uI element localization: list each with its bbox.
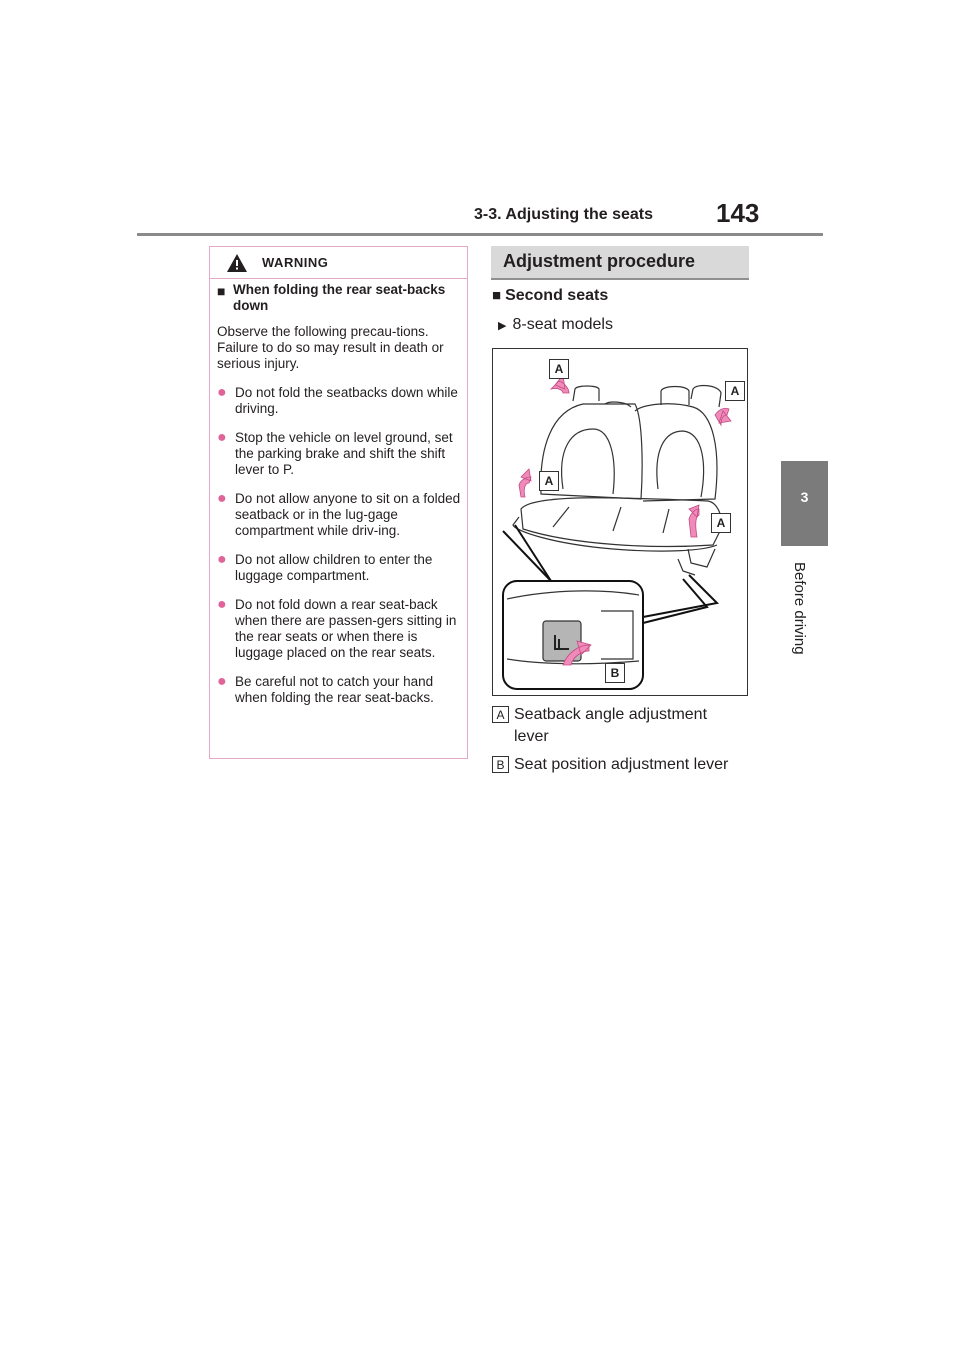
chapter-tab bbox=[781, 461, 828, 546]
warning-item bbox=[217, 430, 465, 478]
bullet-dot-icon: ● bbox=[217, 384, 227, 401]
warning-item bbox=[217, 552, 465, 584]
subheading bbox=[492, 287, 608, 305]
legend-badge: B bbox=[492, 756, 509, 773]
warning-heading-text: When folding the rear seat-backs down bbox=[233, 282, 446, 313]
model-line bbox=[498, 316, 613, 334]
section-title: Adjustment procedure bbox=[503, 251, 696, 271]
warning-item bbox=[217, 491, 465, 539]
warning-item-text: Stop the vehicle on level ground, set the parking brake and shift the shift lever to P. bbox=[235, 430, 453, 477]
arrow-icon bbox=[689, 505, 699, 537]
warning-item-text: Be careful not to catch your hand when folding the rear seat-backs. bbox=[235, 674, 434, 705]
callout-b: B bbox=[605, 663, 625, 683]
warning-box bbox=[209, 246, 468, 759]
bullet-dot-icon: ● bbox=[217, 551, 227, 568]
bullet-dot-icon: ● bbox=[217, 596, 227, 613]
callout-a: A bbox=[711, 513, 731, 533]
square-bullet-icon: ■ bbox=[217, 283, 226, 299]
warning-title: WARNING bbox=[262, 255, 329, 270]
bullet-dot-icon: ● bbox=[217, 490, 227, 507]
legend-text: Seatback angle adjustment lever bbox=[514, 706, 708, 745]
bullet-dot-icon: ● bbox=[217, 673, 227, 690]
rear-seat-illustration bbox=[493, 349, 748, 696]
header-rule bbox=[137, 233, 823, 236]
arrow-icon bbox=[715, 408, 731, 425]
page-header-title: 3-3. Adjusting the seats bbox=[474, 206, 653, 223]
warning-item-text: Do not allow anyone to sit on a folded seatback or in the lug-gage compartment while driv-ing. bbox=[235, 491, 461, 538]
subheading-text: Second seats bbox=[505, 287, 609, 304]
chapter-label: Before driving bbox=[791, 562, 808, 655]
callout-a: A bbox=[539, 471, 559, 491]
seat-figure bbox=[492, 348, 748, 696]
warning-item bbox=[217, 674, 465, 706]
warning-item-text: Do not fold the seatbacks down while driving. bbox=[235, 385, 458, 416]
warning-item bbox=[217, 385, 465, 417]
warning-body bbox=[217, 282, 465, 706]
callout-a: A bbox=[725, 381, 745, 401]
bullet-dot-icon: ● bbox=[217, 429, 227, 446]
warning-intro: Observe the following precau-tions. Failure to do so may result in death or serious injury. bbox=[217, 324, 444, 371]
page-number: 143 bbox=[716, 198, 760, 228]
legend-badge: A bbox=[492, 706, 509, 723]
warning-item-text: Do not fold down a rear seat-back when there are passen-gers sitting in the rear seats or when there is luggage placed on the rear seats. bbox=[235, 597, 457, 660]
warning-triangle-icon bbox=[226, 253, 248, 273]
chapter-number: 3 bbox=[800, 489, 809, 505]
triangle-bullet-icon: ▶ bbox=[498, 320, 507, 332]
callout-a: A bbox=[549, 359, 569, 379]
warning-item-text: Do not allow children to enter the luggage compartment. bbox=[235, 552, 433, 583]
warning-header bbox=[210, 247, 467, 279]
legend-text: Seat position adjustment lever bbox=[514, 756, 729, 773]
warning-heading bbox=[217, 282, 465, 314]
section-band bbox=[491, 246, 749, 280]
square-bullet-icon: ■ bbox=[492, 287, 502, 304]
warning-item bbox=[217, 597, 465, 661]
model-text: 8-seat models bbox=[512, 316, 613, 333]
arrow-icon bbox=[519, 469, 531, 497]
